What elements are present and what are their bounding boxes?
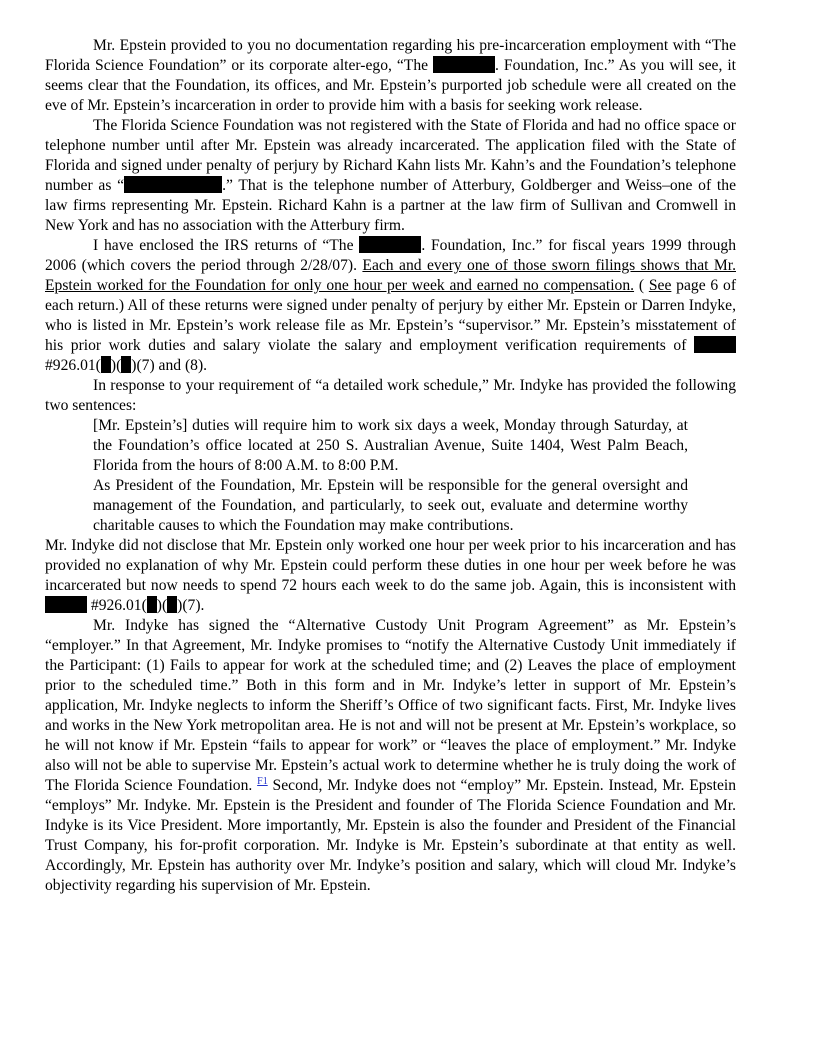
paragraph-custody-agreement: Mr. Indyke has signed the “Alternative Custody Unit Program Agreement” as Mr. Epstein’s “employer.” In that Agreement, Mr. Indyke promises to “notify the Alternative Custody Unit immediately if the Participant: (1) Fails to appear for work at the scheduled time; and (2) Leaves the place of employment prior to the scheduled time.” Both in this form and in Mr. Indyke’s letter in support of Mr. Epstein’s application, Mr. Indyke neglects to inform the Sheriff’s Office of two significant facts. First, Mr. Indyke lives and works in the New York metropolitan area. He is not and will not be present at Mr. Epstein’s workplace, so he will not know if Mr. Epstein “fails to appear for work” or “leaves the place of employment.” Mr. Indyke also will not be able to supervise Mr. Epstein’s actual work to determine whether he is truly doing the work of The Florida Science Foundation. $^{F1}$ Second, Mr. Indyke does not “employ” Mr. Epstein. Instead, Mr. Epstein “employs” Mr. Indyke. Mr. Epstein is the President and founder of The Florida Science Foundation and Mr. Indyke is its Vice President. More importantly, Mr. Epstein is also the founder and President of the Financial Trust Company, his for-profit corporation. Mr. Indyke is Mr. Epstein’s subordinate at that entity as well. Accordingly, Mr. Epstein has authority over Mr. Indyke’s position and salary, which will cloud Mr. Indyke’s objectivity regarding his supervision of Mr. Epstein. <box>45 617 736 894</box>
paragraph-registration: The Florida Science Foundation was not registered with the State of Florida and had no office space or telephone number until after Mr. Epstein was already incarcerated. The application filed with the State of Florida and signed under penalty of perjury by Richard Kahn lists Mr. Kahn’s and the Foundation’s telephone number as “ .” That is the telephone number of Atterbury, Goldberger and Weiss–one of the law firms representing Mr. Epstein. Richard Kahn is a partner at the law firm of Sullivan and Cromwell in New York and has no association with the Atterbury firm. <box>45 117 736 234</box>
see-reference: See <box>648 277 672 294</box>
document-page <box>45 36 736 896</box>
paragraph-irs-returns: I have enclosed the IRS returns of “The . Foundation, Inc.” for fiscal years 1999 through 2006 (which covers the period through 2/28/07). Each and every one of those sworn filings shows that Mr. Epstein worked for the Foundation for only one hour per week and earned no compensation. ( See page 6 of each return.) All of these returns were signed under penalty of perjury by either Mr. Epstein or Darren Indyke, who is listed in Mr. Epstein’s work release file as Mr. Epstein’s “supervisor.” Mr. Epstein’s misstatement of his prior work duties and salary violate the salary and employment verification requirements of #926.01( )( )(7) and (8). <box>45 237 737 374</box>
redaction-box <box>101 356 111 373</box>
block-quote-responsibilities: As President of the Foundation, Mr. Epstein will be responsible for the general oversight and management of the Foundation, and particularly, to seek out, evaluate and determine worthy charitable causes to which the Foundation may make contributions. <box>93 477 688 534</box>
redaction-box <box>45 596 87 613</box>
redaction-box <box>433 56 495 73</box>
redaction-box <box>167 596 177 613</box>
block-quote-duties: [Mr. Epstein’s] duties will require him to work six days a week, Monday through Saturday, at the Foundation’s office located at 250 S. Australian Avenue, Suite 1404, West Palm Beach, Florida from the hours of 8:00 A.M. to 8:00 P.M. <box>93 417 688 474</box>
redaction-box <box>694 336 736 353</box>
paragraph-florida-science-foundation: Mr. Epstein provided to you no documentation regarding his pre-incarceration employment with “The Florida Science Foundation” or its corporate alter-ego, “The . Foundation, Inc.” As you will see, it seems clear that the Foundation, its offices, and Mr. Epstein’s purported job schedule were all created on the eve of Mr. Epstein’s incarceration in order to provide him with a basis for seeking work release. <box>45 37 736 114</box>
redaction-box <box>147 596 157 613</box>
underlined-statement: Each and every one of those sworn filings shows that Mr. Epstein worked for the Foundation for only one hour per week and earned no compensation. <box>45 257 736 294</box>
paragraph-work-schedule: In response to your requirement of “a detailed work schedule,” Mr. Indyke has provided the following two sentences: <box>45 377 736 414</box>
redaction-box <box>124 176 222 193</box>
redaction-box <box>359 236 421 253</box>
footnote-link[interactable]: F1 <box>257 776 268 787</box>
redaction-box <box>121 356 131 373</box>
paragraph-disclosure: Mr. Indyke did not disclose that Mr. Epstein only worked one hour per week prior to his incarceration and has provided no explanation of why Mr. Epstein could perform these duties in one hour per week before he was incarcerated but now needs to spend 72 hours each week to do the same job. Again, this is inconsistent with #926.01( )( )(7). <box>45 537 736 614</box>
